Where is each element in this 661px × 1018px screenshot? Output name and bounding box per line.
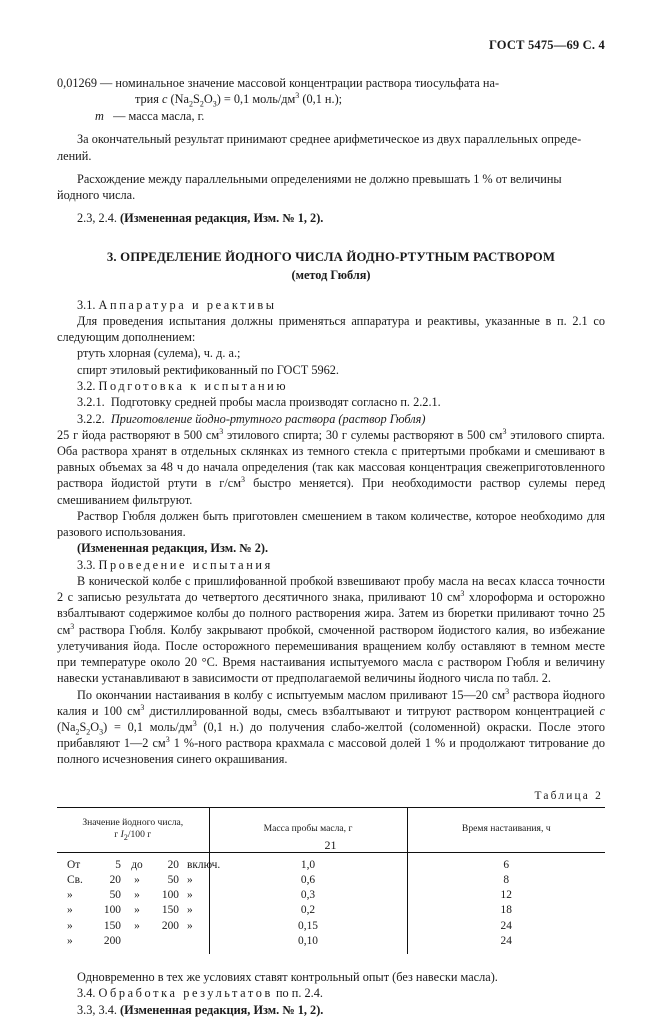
titration-sup-1: 3 [505,686,510,696]
def-mid-1: S [192,92,200,107]
cell-time: 8 [503,873,510,886]
titration-sup-2: 3 [140,702,145,712]
def-formula-open: (Na [167,92,189,107]
paragraph-divergence [57,171,605,187]
subsection-3-3-label: Проведение испытания [98,557,273,572]
range-to-word [125,934,149,949]
procedure-c: раствора Гюбля. Колбу закрывают пробкой, смоченной раствором йодистого калия, во избежание улетучивания йода. После осторожного перемешивания вращением колбу оставляют в темном месте при температуре около 20 °C. Время настаивания испытуемого масла с раствором Гюбля и величину навески устанавливают в зависимости от предполагаемой величины йодного числа по табл. 2. [57,622,605,686]
clause-3-2-1-number: 3.2.1. [77,395,105,410]
subsection-3-4-label: Обработка результатов [98,986,273,1001]
paragraph-3-3-titration [57,687,605,768]
range-to-value [149,934,183,949]
def-sub-3: 3 [212,99,217,109]
definition-dash: — [100,76,113,90]
range-to-word: » [134,919,140,932]
range-from-word: » [67,889,73,902]
cell-mass: 0,6 [209,873,407,888]
iodine-number-table [57,807,605,955]
def-symbol-c: c [161,92,168,107]
range-from-value: 5 [115,858,121,871]
def-cont-lead: трия [135,92,162,107]
table-caption: Таблица 2 [534,789,603,802]
clause-3-2-2 [57,411,605,427]
table-body [57,852,605,954]
def-mid-2: O [203,92,213,107]
range-incl-word: » [187,873,193,886]
range-from-value: 20 [109,873,121,886]
clause-3-2-2-title: Приготовление йодно-ртутного раствора (раствор Гюбля) [110,411,426,426]
paragraph-average [57,131,605,147]
section-3-title: 3. ОПРЕДЕЛЕНИЕ ЙОДНОГО ЧИСЛА ЙОДНО-РТУТНЫМ РАСТВОРОМ [106,249,556,264]
paragraph-3-1-body [57,313,605,345]
table-row [57,888,605,903]
procedure-b: хлороформа и осторожно взбалтывают содержимое колбы до полного растворения жира. Затем из бюретки приливают точно 25 см [57,590,605,637]
column-header-sample-mass: Масса пробы масла, г [209,807,407,852]
gubl-prep-c: этилового спирта. Оба раствора хранят в отдельных склянках из темного стекла с притертыми пробками и смешивают в равных объемах за 48 ч до начала определения (так как массовая концентрация свежеприготовленного раствора йодистой ртути в г/см [57,427,605,491]
table-row [57,903,605,918]
cell-mass: 0,2 [209,903,407,918]
paragraph-gubl-quantity [57,508,605,540]
range-grid [61,903,205,918]
revision-note-3-text: (Измененная редакция, Изм. № 1, 2). [120,1002,324,1017]
range-incl-word: включ. [187,858,221,871]
titration-symbol-c: c [599,703,605,718]
cell-range [57,873,209,888]
titration-d: (Na [57,719,76,734]
column-header-units-suffix: /100 г [127,829,152,841]
range-incl-word [183,934,213,949]
formula-definition-1-continued [57,91,605,107]
cell-range [57,852,221,873]
gubl-prep-a: 25 г йода растворяют в 500 см [57,427,220,442]
range-from-value: 200 [103,934,121,947]
cell-time: 24 [500,919,512,932]
paragraph-divergence-cont [57,187,605,203]
formula-definition-1 [57,75,605,91]
reagent-item-1-text: ртуть хлорная (сулема), ч. д. а.; [77,346,241,361]
formula-definition-2 [57,108,605,124]
gubl-sup-3: 3 [241,475,245,485]
definition-term-m: m [95,108,104,123]
range-from-word: От [67,858,81,871]
range-to-word: » [134,904,140,917]
titration-sup-4: 3 [165,735,170,745]
definition-text: номинальное значение массовой концентрации раствора тиосульфата на- [115,76,500,90]
column-header-standing-time: Время настаивания, ч [407,807,605,852]
gubl-prep-b: этилового спирта; 30 г сулемы растворяют в 500 см [223,427,503,442]
titration-a: По окончании настаивания в колбу с испытуемым маслом приливают 15—20 см [77,687,506,702]
subsection-3-1-label: Аппаратура и реактивы [98,297,277,312]
cell-time: 12 [500,889,512,902]
paragraph-average-cont [57,148,605,164]
titration-d3: O [90,719,100,734]
revision-note-3 [57,1002,605,1018]
titration-c: дистиллированной воды, смесь взбалтывают и титруют раствором концентрацией [144,703,600,718]
paragraph-3-3-procedure [57,573,605,687]
page-number: 21 [324,838,337,852]
clause-3-2-1-text: Подготовку средней пробы масла производят согласно п. 2.2.1. [110,395,441,410]
section-3-subtitle: (метод Гюбля) [291,267,371,282]
cell-time: 24 [500,934,512,947]
revision-note-3-number: 3.3, 3.4. [77,1002,117,1017]
range-from-value: 150 [103,919,121,932]
procedure-a: В конической колбе с пришлифованной пробкой взвешивают пробу масла на весах класса точности 2 с записью результата до четвертого десятичного знака, приливают 10 см [57,573,605,605]
column-header-units-prefix: г [114,829,121,841]
titration-sup-3: 3 [192,718,197,728]
range-to-value: 50 [167,873,179,886]
paragraph-divergence-text: Расхождение между параллельными определениями не должно превышать 1 % от величины [77,171,562,186]
revision-note-2-text: (Измененная редакция, Изм. № 1, 2). [120,211,324,226]
table-row [57,934,605,954]
range-to-word: до [131,858,143,871]
revision-note-2 [57,210,605,226]
def-sup-cube: 3 [295,91,300,101]
titration-sub-3: 3 [99,727,104,737]
gubl-sup-2: 3 [502,426,507,436]
column-header-iodine-value-line1: Значение йодного числа, [82,816,184,828]
table-row [57,873,605,888]
titration-sub-2: 2 [86,727,91,737]
clause-3-2-2-number: 3.2.2. [77,411,105,426]
clause-3-2-1 [57,394,605,410]
range-from-value: 100 [103,904,121,917]
cell-mass: 1,0 [209,852,407,873]
procedure-sup-2: 3 [70,621,75,631]
definition-term: 0,01269 [57,76,97,90]
titration-d2: S [79,719,87,734]
gubl-quantity-text: Раствор Гюбля должен быть приготовлен смешением в таком количестве, которое необходимо для разового использования. [57,508,605,540]
table-row [57,852,605,873]
subsection-3-3-number: 3.3. [77,557,96,572]
range-to-value: 150 [161,904,179,917]
revision-note-3-2 [57,540,605,556]
definition-text-m: — масса масла, г. [113,108,205,123]
subsection-3-2-label: Подготовка к испытанию [98,378,289,393]
range-from-word: » [67,934,73,947]
subsection-3-2-heading [57,378,605,394]
range-to-value: 200 [161,919,179,932]
procedure-sup-1: 3 [460,589,465,599]
range-to-value: 100 [161,889,179,902]
cell-mass: 0,3 [209,888,407,903]
column-header-units-sub: 2 [123,832,128,842]
cell-time: 18 [500,904,512,917]
range-to-value: 20 [167,858,179,871]
running-head: ГОСТ 5475—69 С. 4 [488,38,605,52]
range-grid [61,919,205,934]
cell-time: 6 [503,858,510,871]
page-content [57,38,605,1018]
titration-f: (0,1 н.) до получения слабо-желтой (соломенной) окраски. После этого прибавляют 1—2 см [57,719,605,751]
cell-range [57,919,209,934]
subsection-3-1-heading [57,297,605,313]
subsection-3-4-number: 3.4. [77,986,96,1001]
cell-mass: 0,10 [209,934,407,954]
gubl-sup-1: 3 [219,426,224,436]
range-incl-word: » [187,919,193,932]
reagent-item-2 [57,362,605,378]
range-grid [61,934,205,949]
column-header-units-symbol: I [120,829,124,841]
paragraph-3-1-text: Для проведения испытания должны применяться аппаратура и реактивы, указанные в п. 2.1 со следующим дополнением: [57,313,605,345]
reagent-item-1 [57,345,605,361]
titration-sub-1: 2 [75,727,80,737]
cell-range [57,888,209,903]
cell-range [57,934,209,954]
range-grid [61,888,205,903]
range-grid [61,873,205,888]
def-sub-1: 2 [188,99,193,109]
range-from-word: » [67,904,73,917]
paragraph-gubl-prep [57,427,605,508]
range-incl-word: » [187,904,193,917]
range-to-word: » [134,873,140,886]
def-normality: (0,1 н.); [299,92,343,107]
cell-range [57,903,209,918]
subsection-3-4-heading [57,985,605,1001]
range-from-value: 50 [109,889,121,902]
paragraph-control-test [57,969,605,985]
titration-b: раствора йодного калия и 100 см [57,687,605,718]
paragraph-average-text: За окончательный результат принимают среднее арифметическое из двух параллельных опреде- [77,132,582,147]
reagent-item-2-text: спирт этиловый ректификованный по ГОСТ 5962. [77,362,339,377]
paragraph-average-cont-text: лений. [57,148,92,163]
cell-mass: 0,15 [209,919,407,934]
range-incl-word: » [187,889,193,902]
titration-e: ) = 0,1 моль/дм [103,719,193,734]
def-sub-2: 2 [199,99,204,109]
def-value: ) = 0,1 моль/дм [216,92,296,107]
gubl-prep-d: быстро меняется). При необходимости раствор сулемы перед смешиванием фильтруют. [57,476,605,507]
paragraph-divergence-cont-text: йодного числа. [57,188,136,203]
range-from-word: Св. [67,873,83,886]
range-to-word: » [134,889,140,902]
titration-g: 1 %-ного раствора крахмала с массовой долей 1 % и продолжают титрование до полного исчезновения синего окрашивания. [57,736,606,767]
subsection-3-3-heading [57,557,605,573]
range-grid [61,858,221,873]
subsection-3-2-number: 3.2. [77,378,96,393]
revision-note-3-2-text: (Измененная редакция, Изм. № 2). [77,541,269,556]
revision-note-2-number: 2.3, 2.4. [77,211,117,226]
control-test-text: Одновременно в тех же условиях ставят контрольный опыт (без навески масла). [77,970,498,985]
subsection-3-1-number: 3.1. [77,297,96,312]
subsection-3-4-reference: по п. 2.4. [275,986,323,1001]
range-from-word: » [67,919,73,932]
table-row [57,919,605,934]
